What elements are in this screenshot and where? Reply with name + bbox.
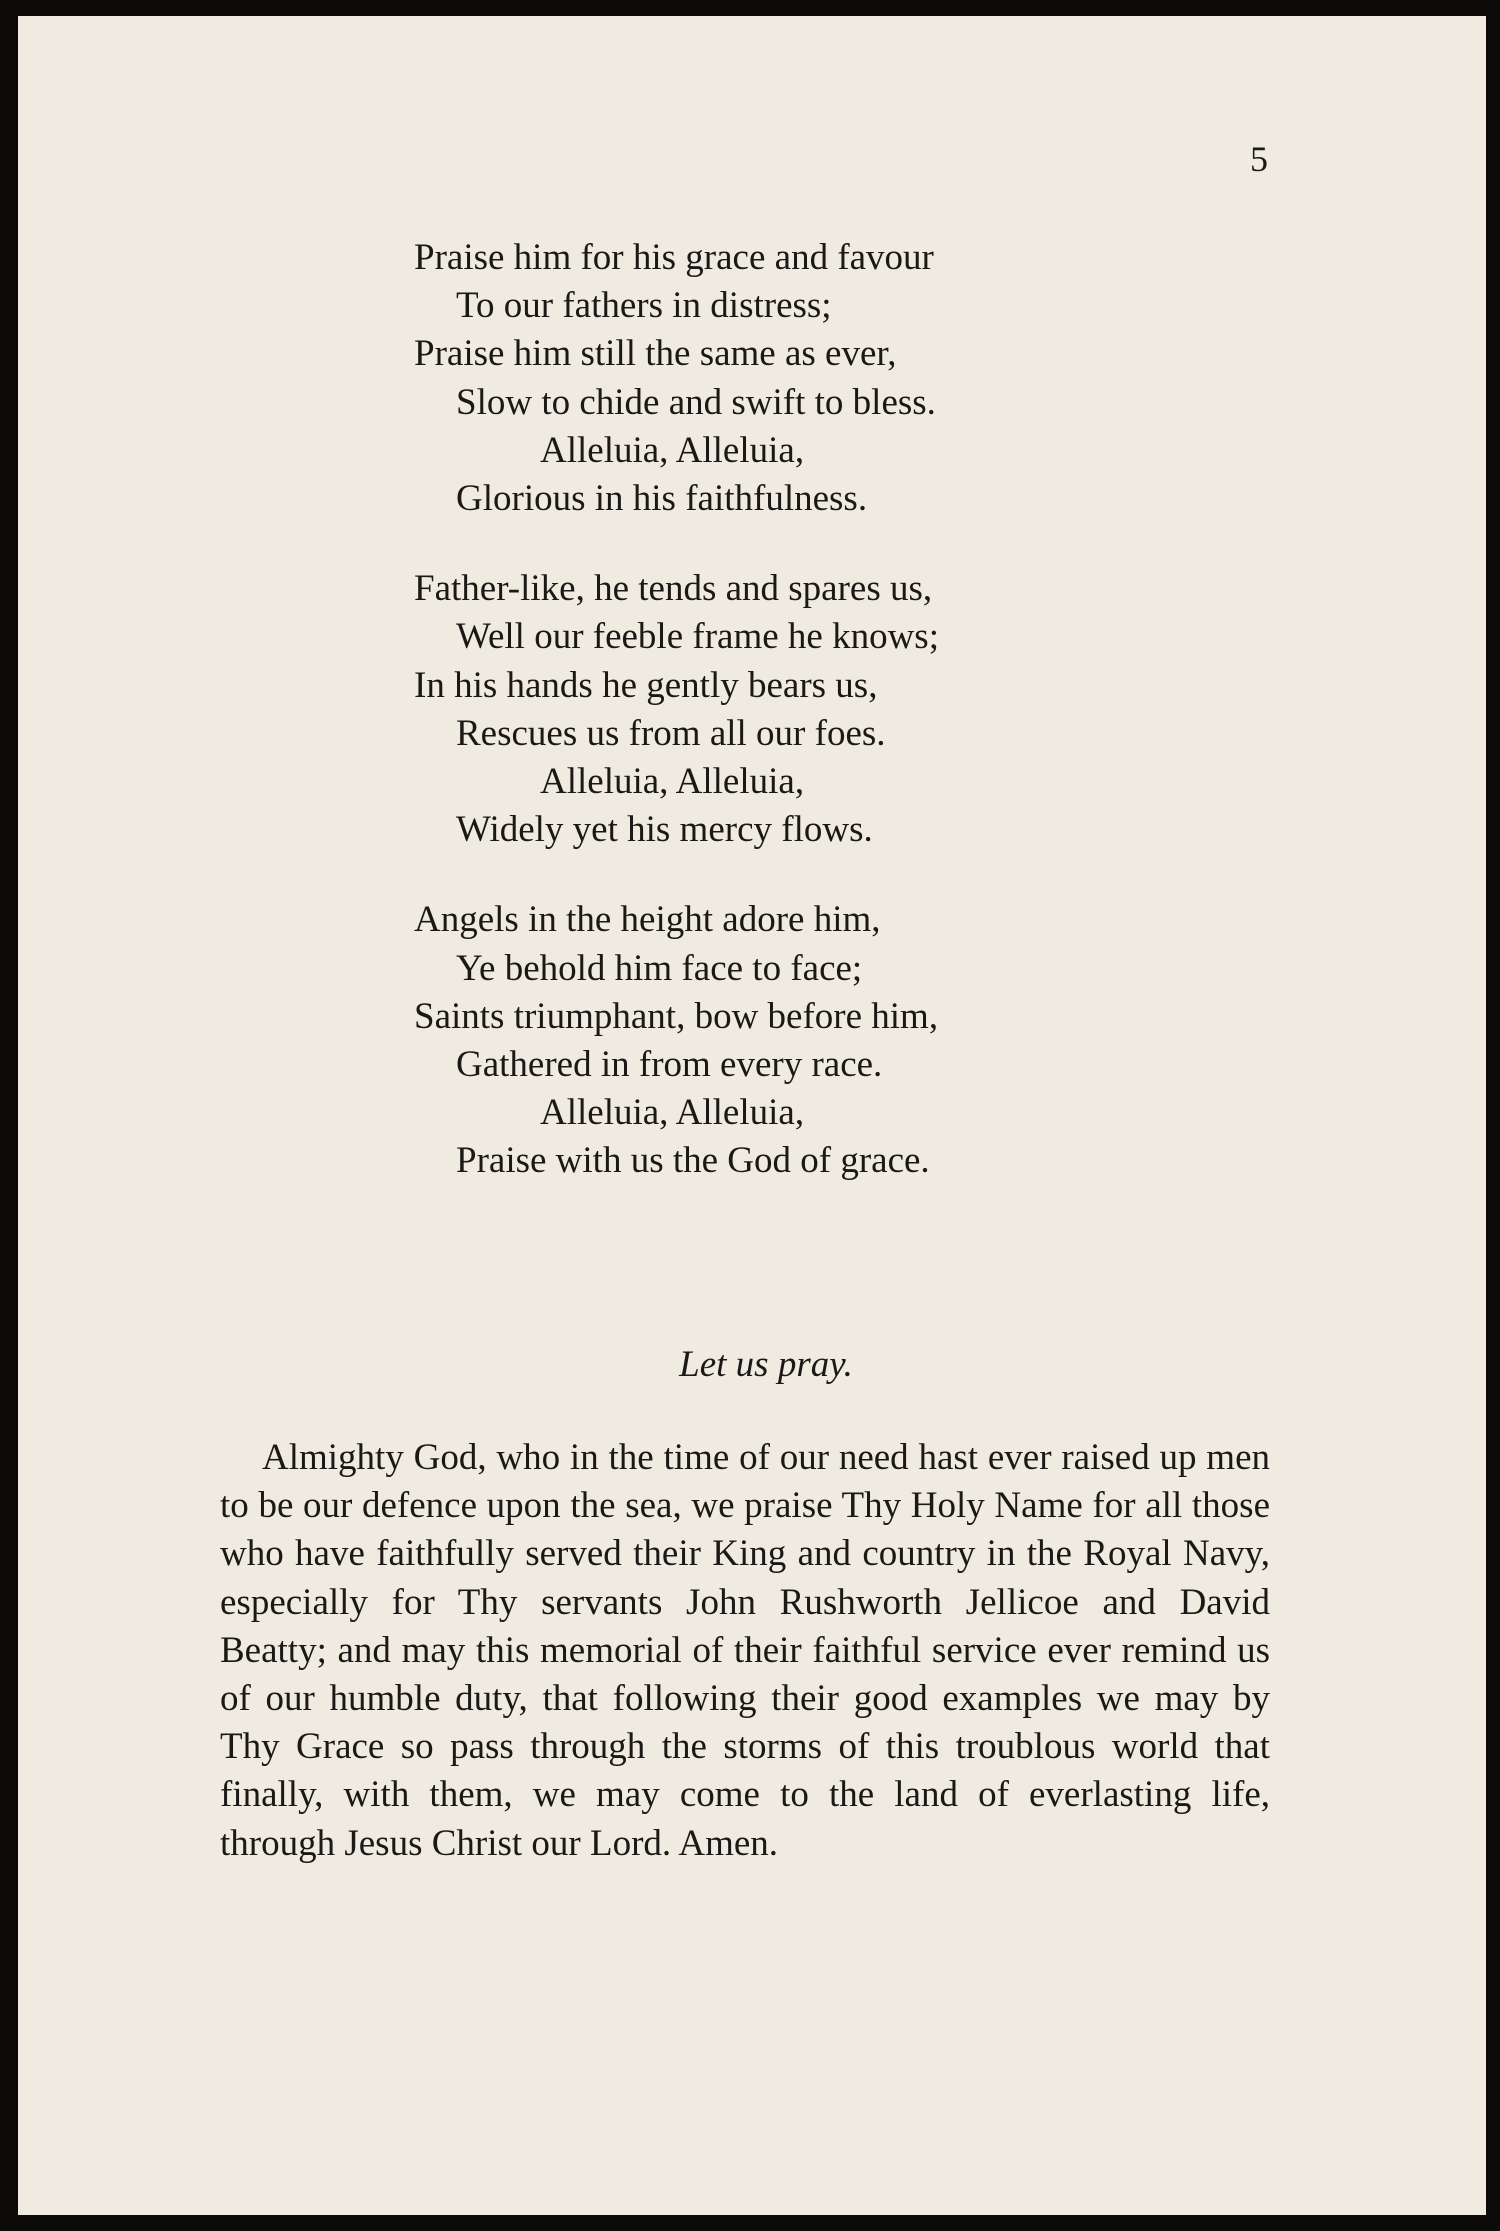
prayer-text: Almighty God, who in the time of our need hast ever raised up men to be our defence upon the sea, we praise Thy Holy Name for all those who have faithfully served their King and country in the Royal Navy, especially for Thy servants John Rushworth Jellicoe and David Beatty; and may this memorial of their faithful service ever remind us of our humble duty, that following their good examples we may by Thy Grace so pass through the storms of this troublous world that finally, with them, we may come to the land of everlasting life, through Jesus Christ our Lord. Amen. (220, 1437, 1270, 1864)
hymn (414, 234, 1114, 1228)
hymn-line: Angels in the height adore him, (414, 899, 881, 941)
hymn-line: Glorious in his faithfulness. (456, 478, 868, 520)
hymn-verse (414, 565, 1114, 854)
hymn-line: Widely yet his mercy flows. (456, 809, 873, 851)
hymn-line: Well our feeble frame he knows; (456, 616, 939, 658)
hymn-line: Saints triumphant, bow before him, (414, 995, 939, 1037)
hymn-line: Alleluia, Alleluia, (540, 429, 805, 471)
hymn-line: Ye behold him face to face; (456, 947, 863, 989)
hymn-line: Praise him still the same as ever, (414, 333, 897, 375)
hymn-line: Alleluia, Alleluia, (540, 761, 805, 803)
hymn-line: To our fathers in distress; (456, 285, 832, 327)
hymn-line: Alleluia, Alleluia, (540, 1092, 805, 1134)
hymn-line: Rescues us from all our foes. (456, 712, 886, 754)
prayer-heading: Let us pray. (679, 1344, 853, 1385)
hymn-line: Praise him for his grace and favour (414, 237, 934, 278)
document-page (18, 16, 1486, 2215)
hymn-verse (414, 896, 1114, 1185)
page-number: 5 (1250, 139, 1268, 179)
hymn-line: Gathered in from every race. (456, 1044, 883, 1086)
hymn-verse (414, 234, 1114, 523)
hymn-line: Praise with us the God of grace. (456, 1140, 930, 1182)
hymn-line: Father-like, he tends and spares us, (414, 568, 933, 610)
hymn-line: In his hands he gently bears us, (414, 664, 878, 706)
hymn-line: Slow to chide and swift to bless. (456, 381, 936, 423)
